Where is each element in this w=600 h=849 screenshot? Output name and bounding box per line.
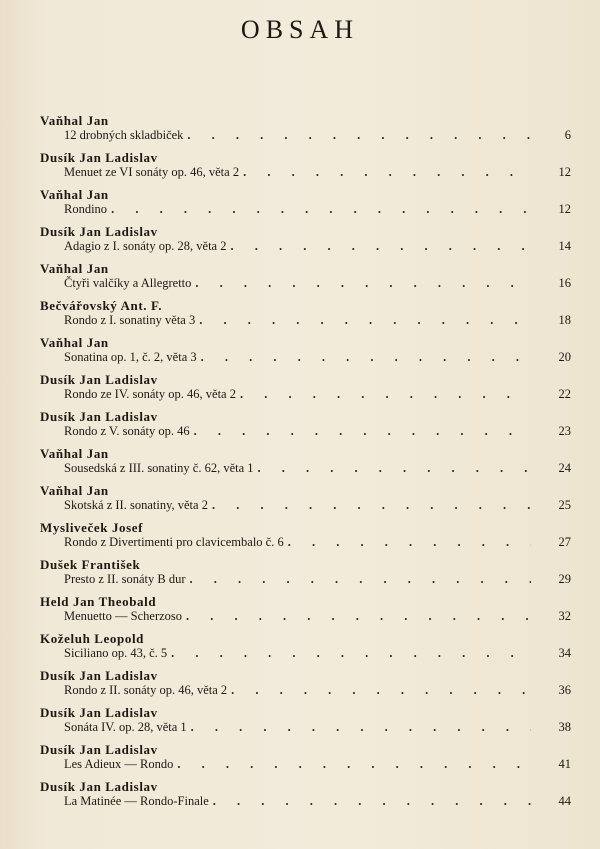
- piece-line: [64, 646, 571, 661]
- page-number: 20: [558, 350, 571, 364]
- composer-name: Held Jan Theobald: [40, 594, 157, 609]
- toc-entry: [0, 335, 600, 372]
- piece-title: Les Adieux — Rondo: [64, 757, 174, 771]
- piece-title: Sonáta IV. op. 28, věta 1: [64, 720, 187, 734]
- page-number: 18: [558, 313, 571, 327]
- piece-line: [64, 350, 571, 365]
- composer-name: Dusík Jan Ladislav: [40, 742, 158, 757]
- toc-entry: [0, 483, 600, 520]
- piece-line: [64, 572, 571, 587]
- piece-title: Rondo z II. sonáty op. 46, věta 2: [64, 683, 228, 697]
- composer-name: Dusík Jan Ladislav: [40, 705, 158, 720]
- toc-entry: [0, 372, 600, 409]
- page-number: 27: [558, 535, 571, 549]
- dot-leader: [190, 572, 531, 587]
- dot-leader: [213, 794, 531, 809]
- dot-leader: [288, 535, 531, 550]
- piece-line: [64, 720, 571, 735]
- dot-leader: [199, 313, 531, 328]
- composer-name: Dusík Jan Ladislav: [40, 409, 158, 424]
- piece-title: Menuetto — Scherzoso: [64, 609, 183, 623]
- composer-name: Vaňhal Jan: [40, 335, 109, 350]
- dot-leader: [191, 720, 531, 735]
- page-number: 12: [558, 165, 571, 179]
- dot-leader: [231, 683, 531, 698]
- piece-line: [64, 757, 571, 772]
- composer-name: Dušek František: [40, 557, 141, 572]
- composer-name: Vaňhal Jan: [40, 483, 109, 498]
- piece-line: [64, 683, 571, 698]
- dot-leader: [212, 498, 531, 513]
- piece-line: [64, 313, 571, 328]
- composer-name: Dusík Jan Ladislav: [40, 224, 158, 239]
- composer-name: Vaňhal Jan: [40, 261, 109, 276]
- composer-name: Vaňhal Jan: [40, 187, 109, 202]
- dot-leader: [243, 165, 531, 180]
- piece-line: [64, 424, 571, 439]
- piece-line: [64, 387, 571, 402]
- table-of-contents: [0, 113, 600, 816]
- composer-name: Bečvářovský Ant. F.: [40, 298, 163, 313]
- composer-name: Dusík Jan Ladislav: [40, 372, 158, 387]
- toc-entry: [0, 631, 600, 668]
- piece-title: Rondo z Divertimenti pro clavicembalo č. 6: [64, 535, 284, 549]
- piece-line: [64, 128, 571, 143]
- dot-leader: [171, 646, 531, 661]
- composer-name: Dusík Jan Ladislav: [40, 668, 158, 683]
- piece-title: Siciliano op. 43, č. 5: [64, 646, 168, 660]
- piece-line: [64, 461, 571, 476]
- piece-title: Skotská z II. sonatiny, věta 2: [64, 498, 208, 512]
- toc-entry: [0, 668, 600, 705]
- page-number: 12: [558, 202, 571, 216]
- page-title: OBSAH: [240, 15, 360, 44]
- toc-entry: [0, 742, 600, 779]
- toc-entry: [0, 520, 600, 557]
- piece-line: [64, 202, 571, 217]
- piece-line: [64, 794, 571, 809]
- page-number: 41: [558, 757, 571, 771]
- toc-entry: [0, 150, 600, 187]
- composer-name: Dusík Jan Ladislav: [40, 150, 158, 165]
- composer-name: Mysliveček Josef: [40, 520, 144, 535]
- page-number: 25: [558, 498, 571, 512]
- toc-entry: [0, 261, 600, 298]
- dot-leader: [230, 239, 531, 254]
- dot-leader: [201, 350, 531, 365]
- page-number: 24: [558, 461, 571, 475]
- page-number: 32: [558, 609, 571, 623]
- dot-leader: [195, 276, 531, 291]
- piece-title: Menuet ze VI sonáty op. 46, věta 2: [64, 165, 240, 179]
- piece-title: Rondo ze IV. sonáty op. 46, věta 2: [64, 387, 236, 401]
- piece-title: Rondo z I. sonatiny věta 3: [64, 313, 196, 327]
- piece-line: [64, 609, 571, 624]
- piece-line: [64, 535, 571, 550]
- piece-title: La Matinée — Rondo-Finale: [64, 794, 209, 808]
- toc-entry: [0, 594, 600, 631]
- page-number: 23: [558, 424, 571, 438]
- toc-entry: [0, 557, 600, 594]
- page-number: 34: [558, 646, 571, 660]
- dot-leader: [177, 757, 531, 772]
- toc-entry: [0, 409, 600, 446]
- page-number: 38: [558, 720, 571, 734]
- page-number: 29: [558, 572, 571, 586]
- piece-title: Sousedská z III. sonatiny č. 62, věta 1: [64, 461, 254, 475]
- dot-leader: [258, 461, 531, 476]
- page-number: 16: [558, 276, 571, 290]
- page-number: 36: [558, 683, 571, 697]
- dot-leader: [186, 609, 531, 624]
- piece-line: [64, 276, 571, 291]
- piece-title: Čtyři valčíky a Allegretto: [64, 276, 192, 290]
- piece-line: [64, 165, 571, 180]
- composer-name: Dusík Jan Ladislav: [40, 779, 158, 794]
- dot-leader: [187, 128, 531, 143]
- piece-title: Rondino: [64, 202, 108, 216]
- page-number: 14: [558, 239, 571, 253]
- toc-entry: [0, 705, 600, 742]
- page-number: 22: [558, 387, 571, 401]
- toc-entry: [0, 224, 600, 261]
- piece-title: Adagio z I. sonáty op. 28, věta 2: [64, 239, 227, 253]
- composer-name: Vaňhal Jan: [40, 113, 109, 128]
- piece-line: [64, 498, 571, 513]
- toc-entry: [0, 298, 600, 335]
- piece-title: Rondo z V. sonáty op. 46: [64, 424, 190, 438]
- composer-name: Koželuh Leopold: [40, 631, 144, 646]
- composer-name: Vaňhal Jan: [40, 446, 109, 461]
- dot-leader: [240, 387, 531, 402]
- toc-entry: [0, 113, 600, 150]
- piece-line: [64, 239, 571, 254]
- page-number: 44: [558, 794, 571, 808]
- toc-entry: [0, 187, 600, 224]
- toc-entry: [0, 779, 600, 816]
- page-number: 6: [564, 128, 571, 142]
- toc-entry: [0, 446, 600, 483]
- piece-title: 12 drobných skladbiček: [64, 128, 184, 142]
- dot-leader: [194, 424, 531, 439]
- dot-leader: [111, 202, 531, 217]
- piece-title: Sonatina op. 1, č. 2, věta 3: [64, 350, 197, 364]
- piece-title: Presto z II. sonáty B dur: [64, 572, 186, 586]
